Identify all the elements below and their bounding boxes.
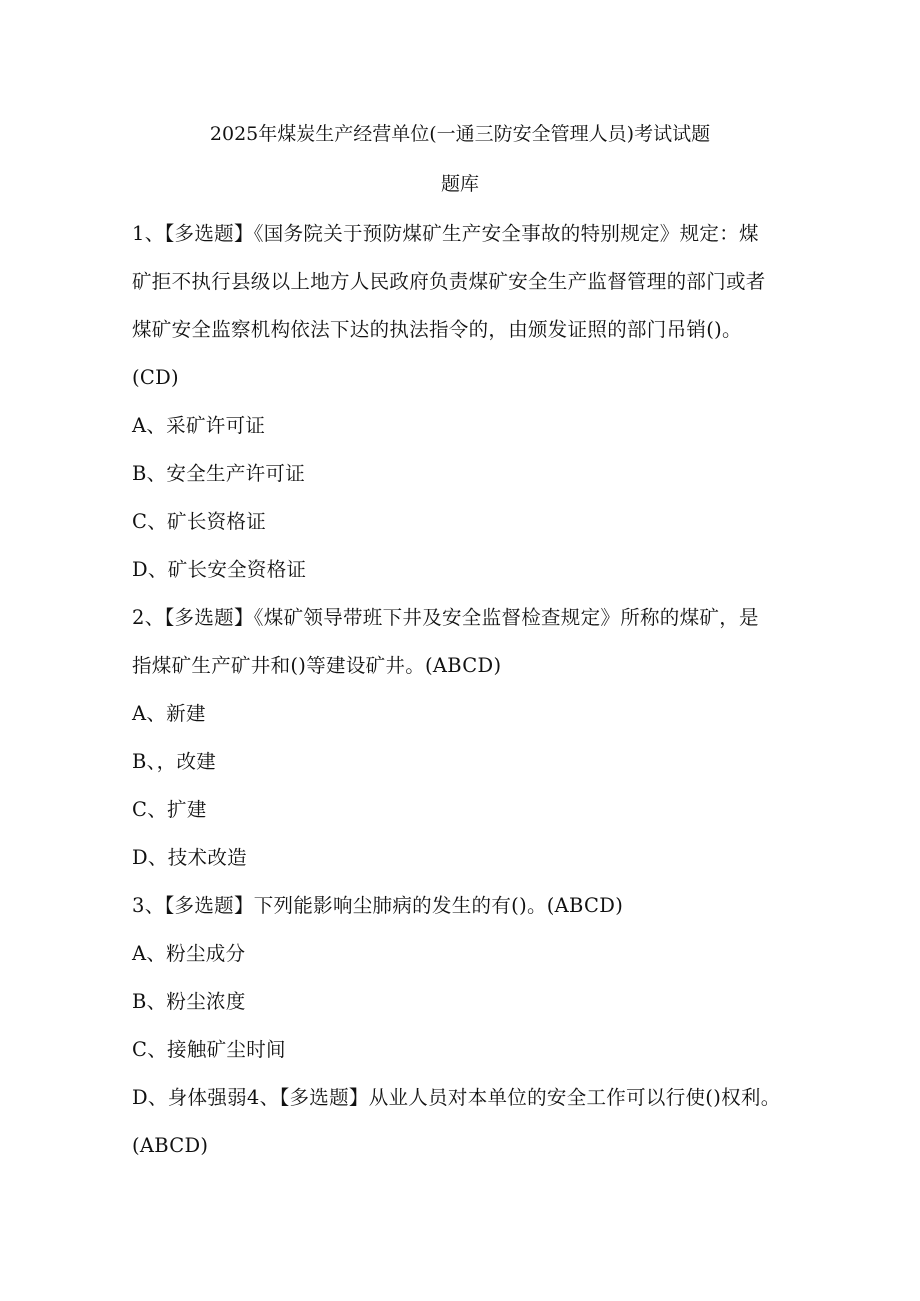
question-2-text-line-2: 指煤矿生产矿井和()等建设矿井。(ABCD)	[132, 654, 502, 677]
question-3-option-d-and-question-4: D、身体强弱4、【多选题】从业人员对本单位的安全工作可以行使()权利。	[132, 1086, 781, 1109]
question-3-option-b: B、粉尘浓度	[132, 990, 246, 1013]
document-title-continued: 题库	[440, 173, 479, 195]
question-1-text-line-1: 1、【多选题】《国务院关于预防煤矿生产安全事故的特别规定》规定：煤	[132, 222, 759, 245]
question-4-answer: (ABCD)	[132, 1134, 209, 1157]
question-2-option-d: D、技术改造	[132, 846, 247, 869]
question-2-option-b: B、，改建	[132, 750, 217, 773]
question-3-option-a: A、粉尘成分	[132, 942, 246, 965]
question-1-text-line-3: 煤矿安全监察机构依法下达的执法指令的，由颁发证照的部门吊销()。	[132, 318, 742, 341]
document-title: 2025年煤炭生产经营单位(一通三防安全管理人员)考试试题	[209, 123, 711, 145]
question-1-option-c: C、矿长资格证	[132, 510, 267, 533]
question-1-text-line-2: 矿拒不执行县级以上地方人民政府负责煤矿安全生产监督管理的部门或者	[132, 270, 766, 293]
question-2-text-line-1: 2、【多选题】《煤矿领导带班下井及安全监督检查规定》所称的煤矿，是	[132, 606, 759, 629]
question-2-option-c: C、扩建	[132, 798, 207, 821]
question-3-option-c: C、接触矿尘时间	[132, 1038, 286, 1061]
question-3-text: 3、【多选题】下列能影响尘肺病的发生的有()。(ABCD)	[132, 894, 624, 917]
question-2-option-a: A、新建	[132, 702, 206, 725]
question-1-option-b: B、安全生产许可证	[132, 462, 306, 485]
question-1-answer: (CD)	[132, 366, 179, 389]
question-1-option-d: D、矿长安全资格证	[132, 558, 307, 581]
question-1-option-a: A、采矿许可证	[132, 414, 266, 437]
